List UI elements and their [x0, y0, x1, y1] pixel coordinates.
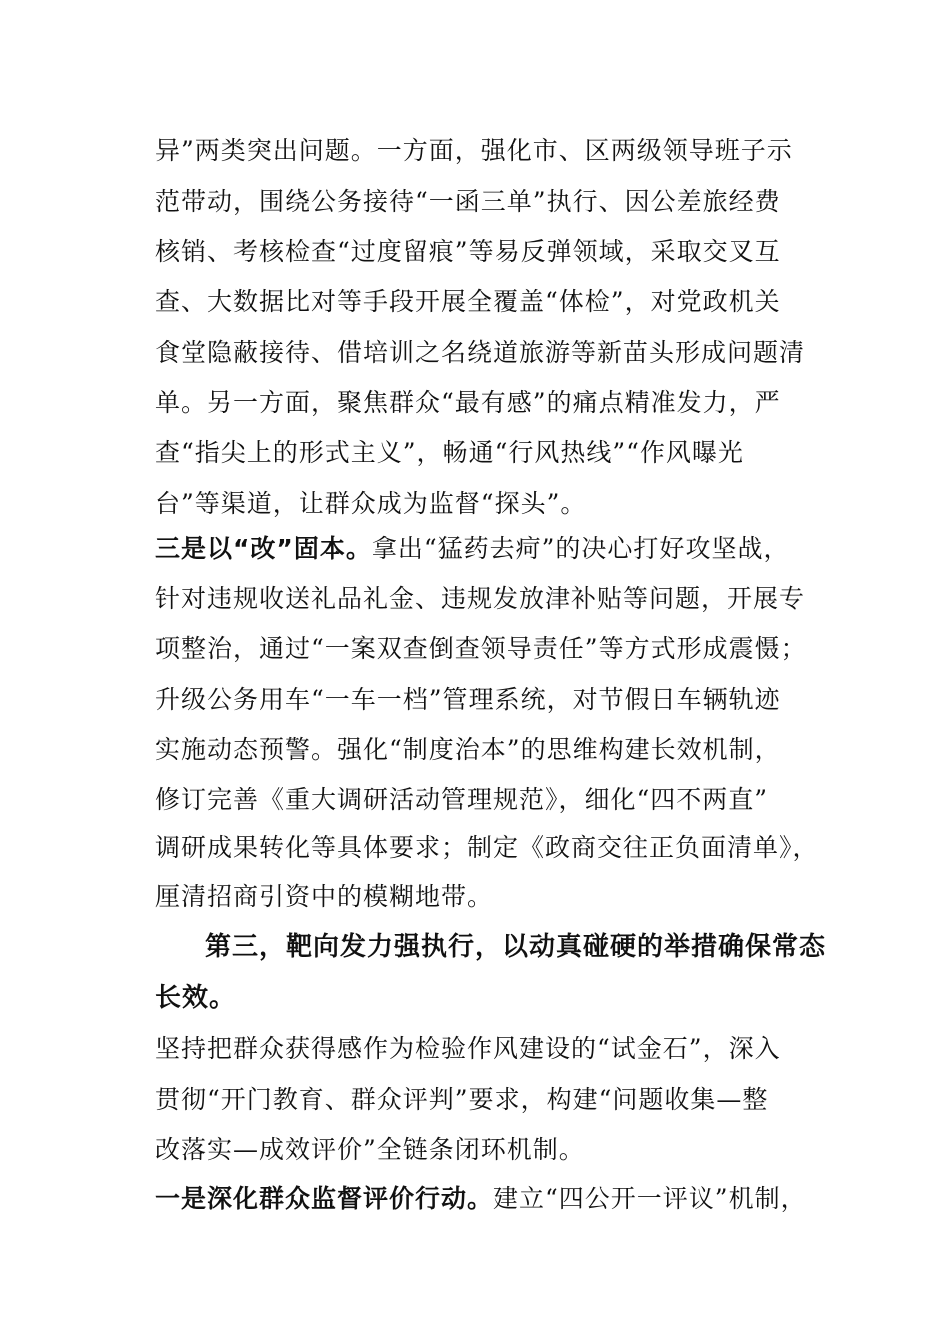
paragraph-line: 核销、考核检查“过度留痕”等易反弹领域，采取交叉互	[155, 237, 781, 266]
paragraph-line: 单。另一方面，聚焦群众“最有感”的痛点精准发力，严	[155, 388, 781, 417]
section-lead: 三是以“改”固本。	[155, 534, 372, 563]
section-heading: 第三，靶向发力强执行，以动真碰硬的举措确保常态	[205, 932, 827, 962]
paragraph-line: 修订完善《重大调研活动管理规范》，细化“四不两直”	[155, 785, 769, 814]
paragraph-line: 厘清招商引资中的模糊地带。	[155, 882, 494, 911]
paragraph-line: 项整治，通过“一案双查倒查领导责任”等方式形成震慑；	[155, 634, 807, 663]
paragraph-line: 查、大数据比对等手段开展全覆盖“体检”，对党政机关	[155, 287, 781, 316]
paragraph-line: 升级公务用车“一车一档”管理系统，对节假日车辆轨迹	[155, 685, 781, 714]
paragraph-line: 查“指尖上的形式主义”，畅通“行风热线”“作风曝光	[155, 438, 744, 467]
paragraph-line: 台”等渠道，让群众成为监督“探头”。	[155, 489, 587, 518]
paragraph-line: 改落实—成效评价”全链条闭环机制。	[155, 1135, 585, 1164]
section-lead: 一是深化群众监督评价行动。	[155, 1184, 494, 1213]
paragraph-line: 范带动，围绕公务接待“一函三单”执行、因公差旅经费	[155, 187, 781, 216]
paragraph-line: 针对违规收送礼品礼金、违规发放津补贴等问题，开展专	[155, 584, 806, 613]
paragraph-line	[155, 534, 805, 564]
paragraph-line: 异”两类突出问题。一方面，强化市、区两级领导班子示	[155, 136, 793, 165]
paragraph-line: 调研成果转化等具体要求；制定《政商交往正负面清单》，	[155, 833, 819, 862]
paragraph-line: 贯彻“开门教育、群众评判”要求，构建“问题收集—整	[155, 1085, 769, 1114]
paragraph-line: 食堂隐蔽接待、借培训之名绕道旅游等新苗头形成问题清	[155, 338, 806, 367]
section-heading: 长效。	[155, 983, 237, 1013]
paragraph-line: 坚持把群众获得感作为检验作风建设的“试金石”，深入	[155, 1034, 781, 1063]
paragraph-text: 建立“四公开一评议”机制，	[493, 1184, 807, 1213]
paragraph-text: 拿出“猛药去疴”的决心打好攻坚战，	[371, 534, 790, 563]
paragraph-line: 实施动态预警。强化“制度治本”的思维构建长效机制，	[155, 735, 781, 764]
paragraph-line	[155, 1184, 805, 1214]
